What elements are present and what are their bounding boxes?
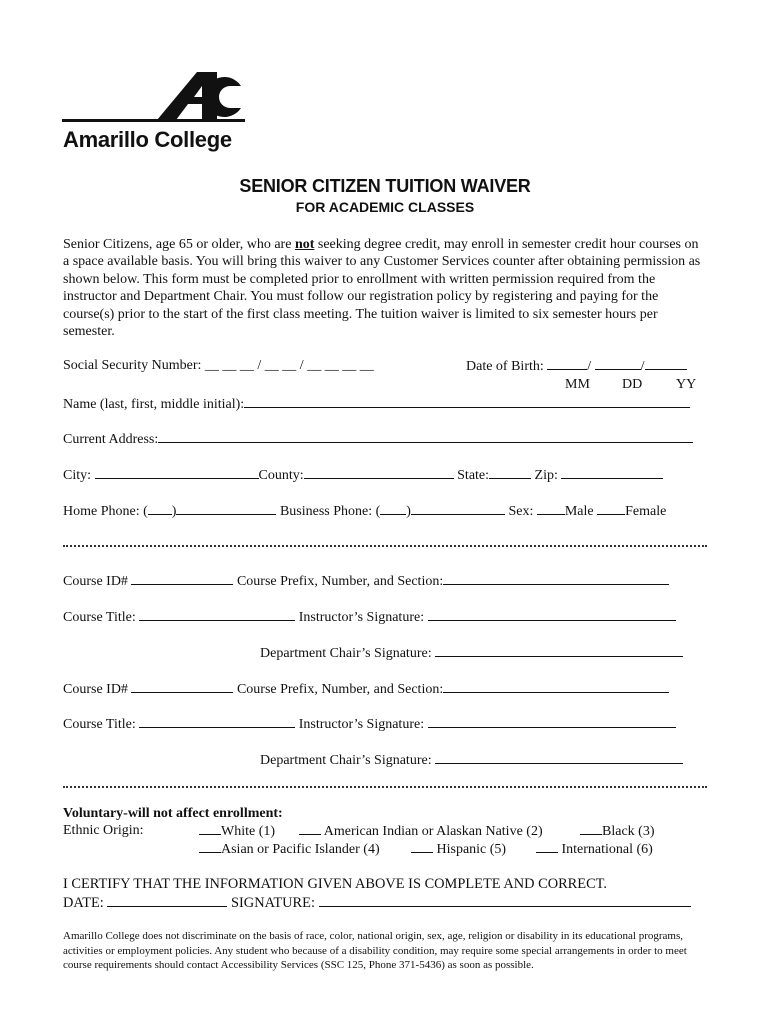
- dotted-divider-2: [63, 786, 707, 788]
- female-label: Female: [625, 504, 667, 519]
- zip-field[interactable]: [561, 466, 663, 479]
- intro-emphasis: not: [294, 237, 315, 252]
- hispanic-checkbox[interactable]: [411, 840, 433, 853]
- address-field[interactable]: [158, 430, 693, 443]
- college-logo: [60, 66, 250, 126]
- signature-label: SIGNATURE:: [231, 895, 315, 911]
- ethnic-option-black[interactable]: [580, 822, 654, 840]
- course-2-id-field[interactable]: [131, 680, 233, 693]
- asian-checkbox[interactable]: [199, 840, 221, 853]
- home-phone-label: Home Phone: (: [63, 504, 148, 519]
- course-prefix-label: Course Prefix, Number, and Section:: [236, 574, 444, 589]
- course-title-label: Course Title:: [63, 717, 136, 732]
- course-1-id-row: [63, 572, 669, 590]
- course-title-label: Course Title:: [63, 610, 136, 625]
- business-phone-area-field[interactable]: [380, 502, 406, 515]
- state-label: State:: [457, 468, 490, 483]
- ethnic-option-international[interactable]: [536, 840, 653, 858]
- dob-mm-label: MM: [565, 377, 590, 392]
- course-1-title-field[interactable]: [139, 608, 295, 621]
- intro-text-1: Senior Citizens, age 65 or older, who are: [63, 237, 295, 252]
- female-checkbox[interactable]: [597, 502, 625, 515]
- option-label: White (1): [221, 824, 276, 839]
- name-label: Name (last, first, middle initial):: [63, 397, 245, 412]
- city-label: City:: [63, 468, 92, 483]
- course-2-id-row: [63, 680, 669, 698]
- course-id-label: Course ID#: [63, 574, 128, 589]
- course-2-title-row: [63, 715, 676, 733]
- ac-logo-mark: [60, 66, 250, 126]
- option-label: International (6): [561, 842, 653, 857]
- dob-label: Date of Birth:: [466, 359, 544, 374]
- city-field[interactable]: [95, 466, 259, 479]
- home-phone-close: ): [171, 504, 177, 519]
- american-indian-checkbox[interactable]: [299, 822, 321, 835]
- course-1-id-field[interactable]: [131, 572, 233, 585]
- ethnic-option-white[interactable]: [199, 822, 275, 840]
- chair-signature-label: Department Chair’s Signature:: [260, 753, 432, 768]
- phone-row: [63, 502, 666, 520]
- business-phone-label: Business Phone: (: [279, 504, 381, 519]
- date-label: DATE:: [63, 895, 104, 911]
- instructor-signature-label: Instructor’s Signature:: [298, 717, 425, 732]
- dotted-divider-1: [63, 545, 707, 547]
- male-label: Male: [564, 504, 594, 519]
- certify-statement: I CERTIFY THAT THE INFORMATION GIVEN ABOVE IS COMPLETE AND CORRECT.: [63, 876, 607, 892]
- course-2-chair-row: [260, 751, 683, 769]
- option-label: Hispanic (5): [436, 842, 507, 857]
- intro-paragraph: [63, 236, 708, 340]
- course-2-chair-signature-field[interactable]: [435, 751, 683, 764]
- business-phone-field[interactable]: [411, 502, 505, 515]
- ssn-field[interactable]: __ __ __ / __ __ / __ __ __ __: [204, 358, 374, 373]
- international-checkbox[interactable]: [536, 840, 558, 853]
- course-1-chair-row: [260, 644, 683, 662]
- nondiscrimination-notice: Amarillo College does not discriminate on the basis of race, color, national origin, sex, age, religion or disability in its educational programs, activities or employment policies. Any student who because of a disability condition, may require some special arrangements in order to meet course requirements should contact Accessibility Services (SSC 125, Phone 371-5436) as soon as possible.: [63, 930, 687, 971]
- ssn-row: [63, 357, 374, 374]
- course-id-label: Course ID#: [63, 682, 128, 697]
- option-label: Asian or Pacific Islander (4): [221, 842, 380, 857]
- voluntary-heading: Voluntary-will not affect enrollment:: [63, 806, 283, 821]
- option-label: American Indian or Alaskan Native (2): [323, 824, 543, 839]
- option-label: Black (3): [602, 824, 655, 839]
- name-field[interactable]: [244, 395, 690, 408]
- ethnic-option-asian[interactable]: [199, 840, 380, 858]
- white-checkbox[interactable]: [199, 822, 221, 835]
- course-1-title-row: [63, 608, 676, 626]
- course-prefix-label: Course Prefix, Number, and Section:: [236, 682, 444, 697]
- signature-field[interactable]: [319, 894, 691, 907]
- ethnic-option-hispanic[interactable]: [411, 840, 506, 858]
- form-subtitle: FOR ACADEMIC CLASSES: [295, 199, 475, 215]
- course-2-title-field[interactable]: [139, 715, 295, 728]
- black-checkbox[interactable]: [580, 822, 602, 835]
- course-1-instructor-signature-field[interactable]: [428, 608, 676, 621]
- certify-row: [63, 894, 691, 912]
- form-title: SENIOR CITIZEN TUITION WAIVER: [239, 176, 531, 196]
- dob-day-field[interactable]: [595, 357, 641, 370]
- male-checkbox[interactable]: [537, 502, 565, 515]
- county-field[interactable]: [304, 466, 454, 479]
- ssn-label: Social Security Number:: [63, 358, 202, 373]
- city-row: [63, 466, 663, 484]
- sex-label: Sex:: [508, 504, 534, 519]
- course-2-instructor-signature-field[interactable]: [428, 715, 676, 728]
- course-1-prefix-field[interactable]: [443, 572, 669, 585]
- business-phone-close: ): [406, 504, 411, 519]
- home-phone-area-field[interactable]: [148, 502, 172, 515]
- course-2-prefix-field[interactable]: [443, 680, 669, 693]
- name-row: [63, 395, 690, 413]
- address-row: [63, 430, 693, 448]
- home-phone-field[interactable]: [176, 502, 276, 515]
- state-field[interactable]: [489, 466, 531, 479]
- date-field[interactable]: [107, 894, 227, 907]
- chair-signature-label: Department Chair’s Signature:: [260, 646, 432, 661]
- dob-yy-label: YY: [676, 377, 697, 392]
- county-label: County:: [258, 468, 304, 483]
- dob-month-field[interactable]: [547, 357, 587, 370]
- college-name: Amarillo College: [63, 127, 232, 152]
- ethnic-option-american-indian[interactable]: [299, 822, 543, 840]
- dob-dd-label: DD: [622, 377, 643, 392]
- dob-year-field[interactable]: [645, 357, 687, 370]
- ethnic-origin-label: Ethnic Origin:: [63, 823, 144, 838]
- zip-label: Zip:: [534, 468, 558, 483]
- instructor-signature-label: Instructor’s Signature:: [298, 610, 425, 625]
- course-1-chair-signature-field[interactable]: [435, 644, 683, 657]
- dob-row: Date of Birth: / /: [466, 357, 687, 375]
- address-label: Current Address:: [63, 432, 159, 447]
- intro-text-2: seeking degree credit, may enroll in semester credit hour courses on a space available basis. You will bring this waiver to any Customer Services counter after obtaining permission as shown below. This form must be completed prior to enrollment with written permission required from the instructor and Department Chair. You must follow our registration policy by registering and paying for the course(s) prior to the start of the first class meeting. The tuition waiver is limited to six semester hours per semester.: [63, 237, 701, 340]
